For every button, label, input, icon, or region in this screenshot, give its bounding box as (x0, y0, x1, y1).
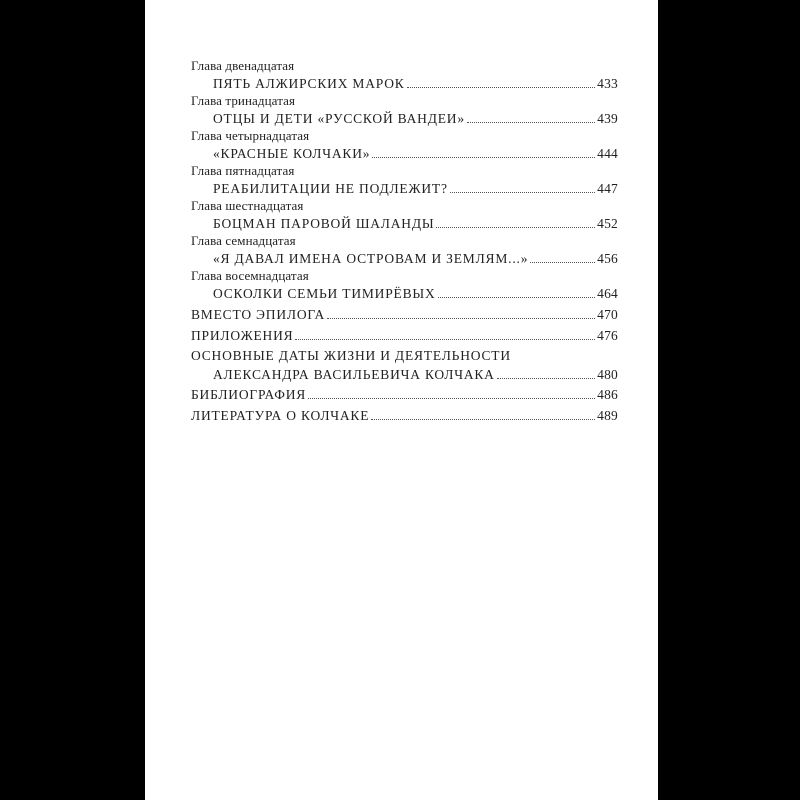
chapter-title: «КРАСНЫЕ КОЛЧАКИ» (213, 146, 371, 161)
section-title: ЛИТЕРАТУРА О КОЛЧАКЕ (191, 408, 370, 423)
left-black-bar (0, 0, 145, 800)
book-page (145, 0, 658, 800)
toc-line[interactable] (191, 108, 618, 129)
dot-leader (327, 318, 595, 319)
right-black-bar (658, 0, 800, 800)
chapter-label: Глава четырнадцатая (191, 128, 310, 143)
dot-leader (497, 378, 595, 379)
chapter-label: Глава двенадцатая (191, 58, 295, 73)
toc-appendices[interactable] (191, 325, 618, 346)
toc-chapter-14 (191, 129, 618, 164)
toc-chapter-13 (191, 94, 618, 129)
toc-line[interactable] (191, 283, 618, 304)
dot-leader (436, 227, 595, 228)
toc-chapter-18 (191, 269, 618, 304)
dot-leader (308, 398, 595, 399)
table-of-contents (191, 59, 618, 426)
section-title-line-1: ОСНОВНЫЕ ДАТЫ ЖИЗНИ И ДЕЯТЕЛЬНОСТИ (191, 348, 511, 363)
dot-leader (530, 262, 595, 263)
dot-leader (438, 297, 596, 298)
chapter-title: ПЯТЬ АЛЖИРСКИХ МАРОК (213, 76, 405, 91)
page-number: 480 (597, 367, 618, 382)
toc-chapter-15 (191, 164, 618, 199)
page-number: 447 (597, 181, 618, 196)
page-number: 439 (597, 111, 618, 126)
toc-literature[interactable] (191, 405, 618, 426)
section-title: ВМЕСТО ЭПИЛОГА (191, 307, 326, 322)
section-title: ПРИЛОЖЕНИЯ (191, 328, 294, 343)
dot-leader (407, 87, 596, 88)
toc-line[interactable] (191, 178, 618, 199)
dot-leader (450, 192, 595, 193)
page-number: 464 (597, 286, 618, 301)
toc-chapter-16 (191, 199, 618, 234)
chapter-title: РЕАБИЛИТАЦИИ НЕ ПОДЛЕЖИТ? (213, 181, 448, 196)
page-number: 444 (597, 146, 618, 161)
page-number: 433 (597, 76, 618, 91)
toc-key-dates (191, 346, 618, 384)
chapter-title: «Я ДАВАЛ ИМЕНА ОСТРОВАМ И ЗЕМЛЯМ...» (213, 251, 529, 266)
toc-line[interactable] (191, 143, 618, 164)
toc-line[interactable] (191, 73, 618, 94)
page-number: 452 (597, 216, 618, 231)
chapter-title: ОТЦЫ И ДЕТИ «РУССКОЙ ВАНДЕИ» (213, 111, 465, 126)
page-number: 489 (597, 408, 618, 423)
chapter-label: Глава пятнадцатая (191, 163, 295, 178)
section-title: БИБЛИОГРАФИЯ (191, 387, 307, 402)
chapter-title: БОЦМАН ПАРОВОЙ ШАЛАНДЫ (213, 216, 435, 231)
page-number: 486 (597, 387, 618, 402)
toc-bibliography[interactable] (191, 384, 618, 405)
page-number: 456 (597, 251, 618, 266)
chapter-label: Глава шестнадцатая (191, 198, 304, 213)
dot-leader (372, 157, 595, 158)
dot-leader (295, 339, 595, 340)
chapter-label: Глава тринадцатая (191, 93, 296, 108)
toc-line[interactable] (191, 213, 618, 234)
page-number: 470 (597, 307, 618, 322)
dot-leader (371, 419, 595, 420)
chapter-label: Глава семнадцатая (191, 233, 296, 248)
section-title-line-2: АЛЕКСАНДРА ВАСИЛЬЕВИЧА КОЛЧАКА (213, 367, 495, 382)
toc-chapter-17 (191, 234, 618, 269)
toc-line[interactable] (191, 365, 618, 384)
toc-chapter-12 (191, 59, 618, 94)
dot-leader (467, 122, 595, 123)
chapter-title: ОСКОЛКИ СЕМЬИ ТИМИРЁВЫХ (213, 286, 436, 301)
toc-line[interactable] (191, 248, 618, 269)
chapter-label: Глава восемнадцатая (191, 268, 309, 283)
page-number: 476 (597, 328, 618, 343)
toc-epilogue[interactable] (191, 304, 618, 325)
